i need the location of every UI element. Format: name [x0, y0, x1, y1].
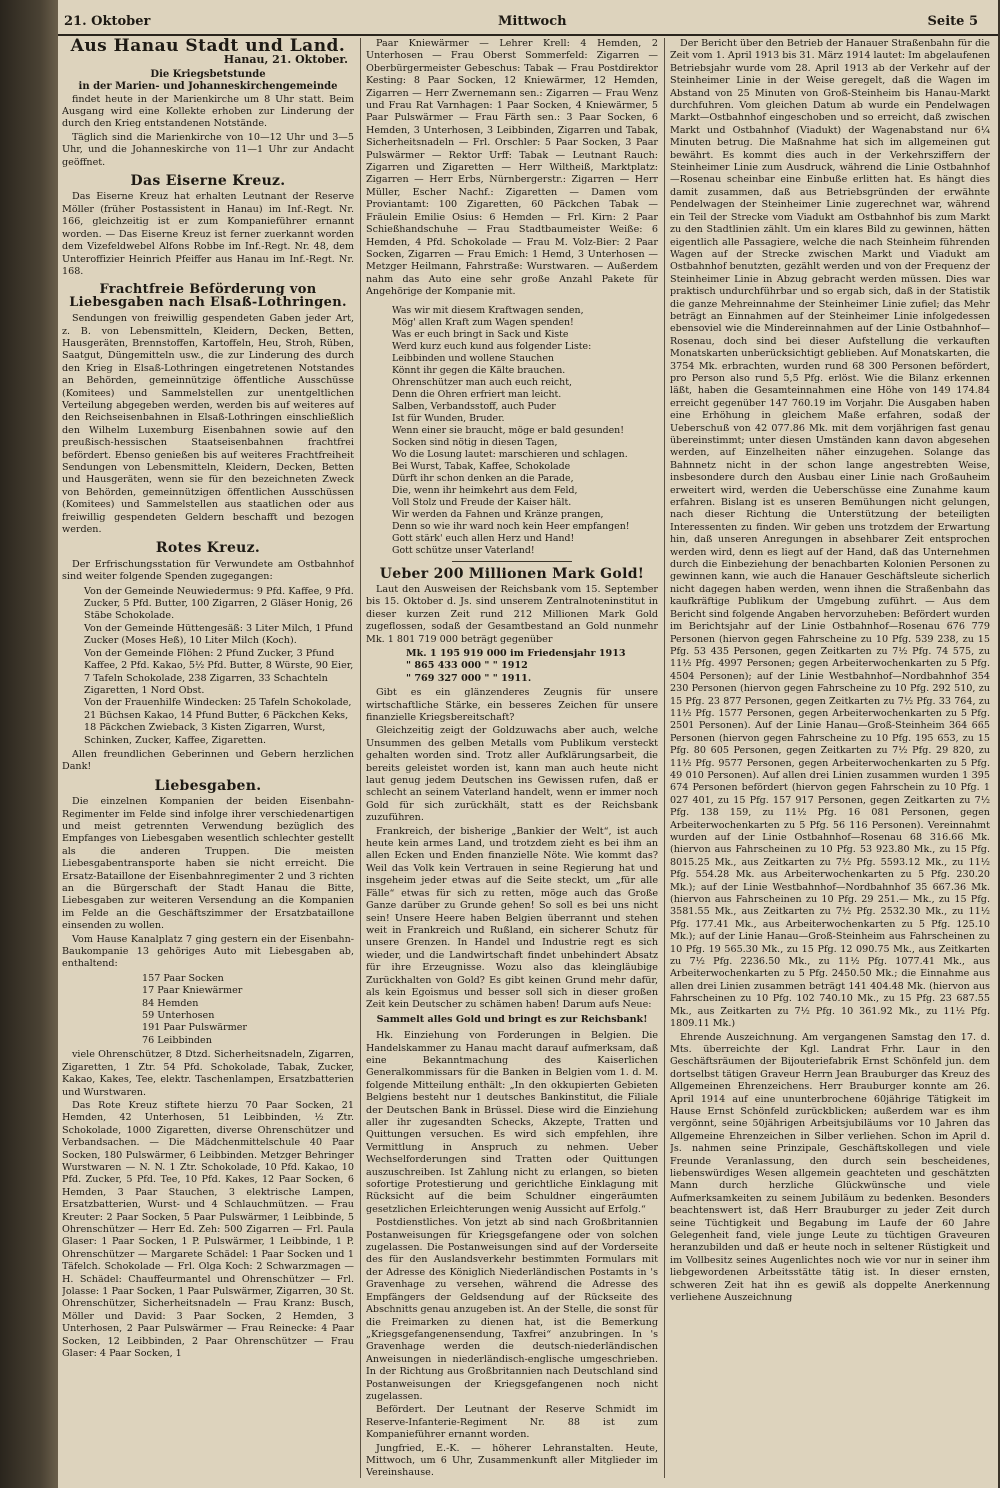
- header-page-number: Seite 5: [927, 14, 978, 29]
- poem-line: Leibbinden und wollene Stauchen: [392, 352, 554, 364]
- poem-line: Salben, Verbandsstoff, auch Puder: [392, 400, 556, 412]
- list-item: Von der Gemeinde Hüttengesäß: 3 Liter Milch, 1 Pfund Zucker (Moses Heß), 10 Liter Milch (Koch).: [84, 622, 354, 647]
- header-weekday: Mittwoch: [498, 14, 567, 29]
- poem-line: Werd kurz euch kund aus folgender Liste:: [392, 340, 592, 352]
- poem-line: Gott schütze unser Vaterland!: [392, 544, 535, 556]
- amount-line: Mk. 1 195 919 000 im Friedensjahr 1913: [406, 647, 626, 659]
- article-heading: Liebesgaben.: [154, 777, 262, 794]
- article-paragraph: Die einzelnen Kompanien der beiden Eisenbahn-Regimenter im Felde sind infolge ihrer verschiedenartigen und meist getrennten Verwendung bezüglich des Empfanges von Liebesgaben wesentlich schlechter gestellt als die anderen Truppen. Die meisten Liebesgabentransporte haben sie nicht erreicht. Die Ersatz-Bataillone der Eisenbahnregimenter 2 und 3 richten an die Bürgerschaft der Stadt Hanau die Bitte, Liebesgaben zur weiteren Versendung an die Kompanien im Felde an die Geschäftszimmer der Ersatzbataillone einsenden zu wollen.: [62, 796, 354, 932]
- article-paragraph: Gleichzeitig zeigt der Goldzuwachs aber auch, welche Unsummen des gelben Metalls vom Publikum versteckt gehalten worden sind. Trotz aller Aufklärungsarbeit, die bereits geleistet worden ist, kann man auch heute nicht laut genug jedem Deutschen ins Gewissen rufen, daß er schlecht an seinem Vaterland handelt, wenn er immer noch Gold für sich zurückhält, statt es der Reichsbank zuzuführen.: [366, 725, 658, 824]
- poem-line: Wo die Losung lautet: marschieren und schlagen.: [392, 448, 628, 460]
- article-paragraph: findet heute in der Marienkirche um 8 Uhr statt. Beim Ausgang wird eine Kollekte erhoben zur Linderung der durch den Krieg entstandenen Notstände.: [62, 93, 354, 130]
- article-paragraph: Hk. Einziehung von Forderungen in Belgien. Die Handelskammer zu Hanau macht darauf aufmerksam, daß eine Bekanntmachung des Kaiserlichen Generalkommissars für die Banken in Belgien vom 1. d. M. folgende Mitteilung enthält: „In den okkupierten Gebieten Belgiens besteht nur 1 deutsches Bankinstitut, die Filiale der Deutschen Bank in Brüssel. Diese wird die Einziehung aller ihr zugesandten Schecks, Akzepte, Tratten und Quittungen versuchen. Es wird sich empfehlen, ihre Vermittlung in Anspruch zu nehmen. Ueber Wechselforderungen sind Tratten oder Quittungen auszuschreiben. Ist Zahlung nicht zu erlangen, so bieten sofortige Protestierung und gerichtliche Einklagung mit Rücksicht auf die beim Schuldner eingeräumten gesetzlichen Erleichterungen wenig Aussicht auf Erfolg.“: [366, 1030, 658, 1215]
- gold-amounts: [406, 648, 658, 685]
- article-paragraph: Das Rote Kreuz stiftete hierzu 70 Paar Socken, 21 Hemden, 42 Unterhosen, 51 Leibbinden, ½ Ztr. Schokolade, 1000 Zigaretten, diverse Ohrenschützer und Verbandsachen. — Die Mädchenmittelschule 40 Paar Socken, 180 Pulswärmer, 6 Leibbinden. Metzger Behringer Wurstwaren — N. N. 1 Ztr. Schokolade, 10 Pfd. Kakao, 10 Pfd. Zucker, 5 Pfd. Tee, 10 Pfd. Kakes, 12 Paar Socken, 6 Hemden, 3 Paar Stauchen, 3 elektrische Lampen, Ersatzbatterien, Wurst- und 4 Schlauchmützen. — Frau Kreuter: 2 Paar Socken, 5 Paar Pulswärmer, 1 Leibbinde, 5 Ohrenschützer — Herr Ed. Zeh: 500 Zigarren — Frl. Paula Glaser: 1 Paar Socken, 1 P. Pulswärmer, 1 Leibbinde, 1 P. Ohrenschützer — Margarete Schädel: 1 Paar Socken und 1 Täfelch. Schokolade — Frl. Olga Koch: 2 Schwarzmagen — H. Schädel: Chauffeurmantel und Ohrenschützer — Frl. Jolasse: 1 Paar Socken, 1 Paar Pulswärmer, Zigarren, 30 St. Ohrenschützer, Sicherheitsnadeln — Frau Kranz: Busch, Möller und David: 3 Paar Socken, 2 Hemden, 3 Unterhosen, 2 Paar Pulswärmer — Frau Reinecke: 4 Paar Socken, 12 Leibbinden, 2 Paar Ohrenschützer — Frau Glaser: 4 Paar Socken, 1: [62, 1099, 354, 1360]
- binding-edge: [0, 0, 58, 1488]
- header-rule: [58, 34, 998, 36]
- poem-line: Bei Wurst, Tabak, Kaffee, Schokolade: [392, 460, 571, 472]
- newspaper-page: [58, 0, 998, 1488]
- article-paragraph: Der Erfrischungsstation für Verwundete am Ostbahnhof sind weiter folgende Spenden zugegangen:: [62, 558, 354, 583]
- article-heading: Frachtfreie Beförderung von Liebesgaben nach Elsaß-Lothringen.: [69, 282, 347, 310]
- poem-line: Wir werden da Fahnen und Kränze prangen,: [392, 508, 604, 520]
- header-date: 21. Oktober: [64, 14, 151, 29]
- column-rule: [360, 38, 361, 1478]
- article-paragraph: Vom Hause Kanalplatz 7 ging gestern ein der Eisenbahn-Baukompanie 13 gehöriges Auto mit Liebesgaben ab, enthaltend:: [62, 933, 354, 970]
- poem-line: Ist für Wunden, Bruder.: [392, 412, 505, 424]
- poem-line: Wenn einer sie braucht, möge er bald gesunden!: [392, 424, 624, 436]
- poem-line: Gott stärk' euch allen Herz und Hand!: [392, 532, 575, 544]
- article-heading: Ueber 200 Millionen Mark Gold!: [379, 565, 645, 582]
- poem-line: Voll Stolz und Freude der Kaiser hält.: [392, 496, 572, 508]
- list-item: Von der Gemeinde Flöhen: 2 Pfund Zucker, 3 Pfund Kaffee, 2 Pfd. Kakao, 5½ Pfd. Butter, 8 Würste, 90 Eier, 7 Tafeln Schokolade, 238 Zigarren, 33 Schachteln Zigaretten, 1 Nord Obst.: [84, 647, 354, 696]
- article-paragraph: Allen freundlichen Geberinnen und Gebern herzlichen Dank!: [62, 748, 354, 773]
- donation-list: [84, 586, 354, 747]
- poem-line: Ohrenschützer man auch euch reicht,: [392, 376, 572, 388]
- list-item: 17 Paar Kniewärmer: [142, 985, 243, 997]
- poem-line: Denn die Ohren erfriert man leicht.: [392, 388, 562, 400]
- article-paragraph: Befördert. Der Leutnant der Reserve Schmidt im Reserve-Infanterie-Regiment Nr. 88 ist zum Kompanieführer ernannt worden.: [366, 1404, 658, 1441]
- article-paragraph: Das Eiserne Kreuz hat erhalten Leutnant der Reserve Möller (früher Postassistent in Hanau) im Inf.-Regt. Nr. 166, gleichzeitig ist er zum Kompanieführer ernannt worden. — Das Eiserne Kreuz ist ferner zuerkannt worden dem Vizefeldwebel Alfons Robbe im Inf.-Regt. Nr. 48, dem Unteroffizier Heinrich Pfeiffer aus Hanau im Inf.-Regt. Nr. 168.: [62, 191, 354, 277]
- article-paragraph: Der Bericht über den Betrieb der Hanauer Straßenbahn für die Zeit vom 1. April 1913 bis 31. März 1914 lautet: Im abgelaufenen Betriebsjahr wurde vom 28. April 1913 ab der Verkehr auf der Steinheimer Linie in der Weise geregelt, daß die Wagen im Abstand von 25 Minuten von Groß-Steinheim bis Hanau-Markt durchfuhren. Vom gleichen Datum ab wurde ein Pendelwagen Markt—Ostbahnhof eingeschoben und so erreicht, daß zwischen Markt und Ostbahnhof (Viadukt) der Wagenabstand nur 6¼ Minuten betrug. Die Maßnahme hat sich im allgemeinen gut bewährt. Es kommt dies auch in der Verkehrsziffern der Steinheimer Linie zum Ausdruck, während die Linie Ostbahnhof—Rosenau scheinbar eine Einbuße erlitten hat. Es hängt dies damit zusammen, daß aus Betriebsgründen der erwähnte Pendelwagen der Steinheimer Linie zugerechnet war, während ein Teil der Strecke vom Viadukt am Ostbahnhof bis zum Markt zu den Stadtlinien zählt. Um ein klares Bild zu gewinnen, hätten eigentlich alle Passagiere, welche die nach Steinheim führenden Wagen auf der Strecke zwischen Markt und Viadukt am Ostbahnhof benutzten, gezählt werden und von der Frequenz der Steinheimer Linie in Abzug gebracht werden müssen. Dies war praktisch undurchführbar und so ergab sich, daß in der Statistik die ganze Mehreinnahme der Steinheimer Linie zufiel; das Mehr beträgt an Einnahmen auf der Steinheimer Linie infolgedessen ebensoviel wie die Mindereinnahmen auf der Linie Ostbahnhof—Rosenau, doch sind bei dieser Aufstellung die verkauften Monatskarten unberücksichtigt geblieben. Auf Monatskarten, die 3754 Mk. erbrachten, wurden rund 68 300 Personen befördert, pro Person also rund 5,5 Pfg. erlöst. Wie die Bilanz erkennen läßt, haben die Gesamteinnahmen eine Höhe von 149 174.84 erreicht gegenüber 147 760.19 im Vorjahr. Die Ausgaben haben eine Erhöhung in gleichem Maße erfahren, sodaß der Ueberschuß von 42 077.86 Mk. mit dem vorjährigen fast genau übereinstimmt; unter diesen Umständen kann davon abgesehen werden, auf Einzelheiten näher einzugehen. Solange das Bahnnetz nicht in der schon lange angestrebten Weise, insbesondere durch den Ausbau einer Linie nach Großauheim erweitert wird, werden die Ueberschüsse eine Zunahme kaum erfahren. Bislang ist es unseren Bemühungen nicht gelungen, nach dieser Richtung die Unterstützung der beteiligten Interessenten zu finden. Wir geben uns trotzdem der Erwartung hin, daß unseren Anregungen in absehbarer Zeit entsprochen werden wird, denn es liegt auf der Hand, daß das Unternehmen durch die Einbeziehung der benachbarten Kolonien Personen zu gewinnen kann, wie auch die Hanauer Geschäftsleute sicherlich nicht dagegen haben werden, wenn ihnen die Straßenbahn das kaufkräftige Publikum der Umgebung zuführt. — Aus dem Bericht sind folgende Angaben hervorzuheben: Befördert wurden im Berichtsjahr auf der Linie Ostbahnhof—Rosenau 676 779 Personen (hiervon gegen Fahrscheine zu 10 Pfg. 539 238, zu 15 Pfg. 53 435 Personen, gegen Zeitkarten zu 7½ Pfg. 74 575, zu 11½ Pfg. 4997 Personen; gegen Arbeiterwochenkarten zu 5 Pfg. 4504 Personen); auf der Linie Westbahnhof—Nordbahnhof 354 230 Personen (hiervon gegen Fahrscheine zu 10 Pfg. 292 510, zu 15 Pfg. 23 877 Personen, gegen Zeitkarten zu 7½ Pfg. 33 764, zu 11½ Pfg. 1577 Personen, gegen Arbeiterwochenkarten zu 5 Pfg. 2501 Personen). Auf der Linie Hanau—Groß-Steinheim 364 665 Personen (hiervon gegen Fahrscheine zu 10 Pfg. 195 653, zu 15 Pfg. 80 605 Personen, gegen Zeitkarten zu 7½ Pfg. 29 820, zu 11½ Pfg. 9577 Personen, gegen Arbeiterwochenkarten zu 5 Pfg. 49 010 Personen). Auf allen drei Linien zusammen wurden 1 395 674 Personen befördert (hiervon gegen Fahrschein zu 10 Pfg. 1 027 401, zu 15 Pfg. 157 917 Personen, gegen Zeitkarten zu 7½ Pfg. 138 159, zu 11½ Pfg. 16 081 Personen, gegen Arbeiterwochenkarten zu 5 Pfg. 56 116 Personen). Vereinnahmt wurden auf der Linie Ostbahnhof—Rosenau 68 316.66 Mk. (hiervon aus Fahrscheinen zu 10 Pfg. 53 923.80 Mk., zu 15 Pfg. 8015.25 Mk., aus Zeitkarten zu 7½ Pfg. 5593.12 Mk., zu 11½ Pfg. 554.28 Mk. aus Arbeiterwochenkarten zu 5 Pfg. 230.20 Mk.); auf der Linie Westbahnhof—Nordbahnhof 35 667.36 Mk. (hiervon aus Fahrscheinen zu 10 Pfg. 29 251.— Mk., zu 15 Pfg. 3581.55 Mk., aus Zeitkarten zu 7½ Pfg. 2532.30 Mk., zu 11½ Pfg. 177.41 Mk., aus Arbeiterwochenkarten zu 5 Pfg. 125.10 Mk.); auf der Linie Hanau—Groß-Steinheim aus Fahrscheinen zu 10 Pfg. 19 565.30 Mk., zu 15 Pfg. 12 090.75 Mk., aus Zeitkarten zu 7½ Pfg. 2236.50 Mk., zu 11½ Pfg. 1077.41 Mk., aus Arbeiterwochenkarten zu 5 Pfg. 2450.50 Mk.; die Einnahme aus allen drei Linien zusammen beträgt 141 404.48 Mk. (hiervon aus Fahrscheinen zu 10 Pfg. 102 740.10 Mk., zu 15 Pfg. 23 687.55 Mk., aus Zeitkarten zu 7½ Pfg. 10 361.92 Mk., zu 11½ Pfg. 1809.11 Mk.): [670, 38, 990, 1030]
- list-item: 76 Leibbinden: [142, 1034, 212, 1046]
- article-paragraph: Ehrende Auszeichnung. Am vergangenen Samstag den 17. d. Mts. überreichte der Kgl. Landrat Frhr. Laur in den Geschäftsräumen der Bijouteriefabrik Ernst Schönfeld jun. dem dortselbst tätigen Graveur Herrn Jean Brauburger das Kreuz des Allgemeinen Ehrenzeichens. Herr Brauburger konnte am 26. April 1914 auf eine ununterbrochene 60jährige Tätigkeit im Hause Ernst Schönfeld zurückblicken; außerdem war es ihm vergönnt, seine 50jährigen Arbeitsjubiläums vor 10 Jahren das Allgemeine Ehrenzeichen in Silber verliehen. Schon im April d. Js. nahmen seine Prinzipale, Geschäftskollegen und viele Freunde Veranlassung, den durch sein bescheidenes, liebenswürdiges Wesen allgemein geachteten und geschätzten Mann durch herzliche Glückwünsche und viele Aufmerksamkeiten zu seinem Jubiläum zu bedenken. Besonders beachtenswert ist, daß Herr Brauburger zu jeder Zeit durch seine Tüchtigkeit und Begabung im Laufe der 60 Jahre Gelegenheit fand, viele junge Leute zu tüchtigen Graveuren heranzubilden und daß er heute noch in seltener Rüstigkeit und im Vollbesitz seines Augenlichtes noch wie vor nur in seiner ihm liebgewordenen Arbeitsstätte tätig ist. In dieser ernsten, schweren Zeit hat ihn es gewiß als doppelte Anerkennung verliehene Auszeichnung: [670, 1031, 990, 1304]
- section-title: Aus Hanau Stadt und Land.: [70, 38, 346, 56]
- list-item: Von der Gemeinde Neuwiedermus: 9 Pfd. Kaffee, 9 Pfd. Zucker, 5 Pfd. Butter, 100 Zigarren, 2 Gläser Honig, 26 Stäbe Schokolade.: [84, 585, 354, 622]
- article-heading: Das Eiserne Kreuz.: [130, 173, 286, 190]
- column-rule: [664, 38, 665, 1478]
- slogan: Sammelt alles Gold und bringt es zur Reichsbank!: [376, 1013, 648, 1025]
- column-left: [62, 38, 354, 1478]
- article-paragraph: Paar Kniewärmer — Lehrer Krell: 4 Hemden, 2 Unterhosen — Frau Oberst Sommerfeld: Zigarren — Oberbürgermeister Gebeschus: Tabak — Frau Postdirektor Kesting: 8 Paar Socken, 12 Kniewärmer, 12 Hemden, Zigarren — Herr Zwernemann sen.: Zigarren — Frau Wenz und Frau Rat Varnhagen: 1 Paar Socken, 4 Kniewärmer, 5 Paar Pulswärmer — Frau Färth sen.: 3 Paar Socken, 6 Hemden, 3 Unterhosen, 3 Leibbinden, Zigarren und Tabak, Sicherheitsnadeln — Frl. Orschler: 5 Paar Socken, 3 Paar Pulswärmer — Rektor Urff: Tabak — Leutnant Rauch: Zigarren und Zigaretten — Herr Wiltheiß, Marktplatz: Zigarren — Herr Erbs, Nürnbergerstr.: Zigarren — Herr Müller, Escher Nachf.: Zigaretten — Damen vom Proviantamt: 100 Zigaretten, 60 Päckchen Tabak — Fräulein Emilie Osius: 6 Hemden — Frl. Kirn: 2 Paar Schießhandschuhe — Frau Stadtbaumeister Weiße: 6 Hemden, 4 Pfd. Schokolade — Frau M. Volz-Bier: 2 Paar Socken, Zigarren — Frau Emich: 1 Hemd, 3 Unterhosen — Metzger Heilmann, Fahrstraße: Wurstwaren. — Außerdem nahm das Auto eine sehr große Anzahl Pakete für Angehörige der Kompanie mit.: [366, 38, 658, 298]
- poem-line: Socken sind nötig in diesen Tagen,: [392, 436, 558, 448]
- article-heading: Rotes Kreuz.: [155, 540, 261, 557]
- article-paragraph: Laut den Ausweisen der Reichsbank vom 15. September bis 15. Oktober d. Js. sind unserem Zentralnoteninstitut in dieser kurzen Zeit rund 212 Millionen Mark Gold zugeflossen, sodaß der Gesamtbestand an Gold nunmehr Mk. 1 801 719 000 beträgt gegenüber: [366, 583, 658, 645]
- list-item: 84 Hemden: [142, 997, 199, 1009]
- article-paragraph: Frankreich, der bisherige „Bankier der Welt“, ist auch heute kein armes Land, und trotzdem zieht es bei ihm an allen Ecken und Enden finanzielle Nöte. Wie kommt das? Weil das Volk kein Vertrauen in seine Regierung hat und insgeheim jeder etwas auf die Seite steckt, um „für alle Fälle“ etwas für sich zu retten, möge auch das Große Ganze darüber zu Grunde gehen! So soll es bei uns nicht sein! Unsere Heere haben Belgien überrannt und stehen weit in Frankreich und Rußland, ein sicherer Schutz für unsere Grenzen. In Handel und Industrie regt es sich wieder, und die Landwirtschaft findet unbehindert Absatz für ihre Erzeugnisse. Wozu also das kleingläubige Zurückhalten von Gold? Es gibt keinen Grund mehr dafür, als kein Egoismus und besser soll sich in dieser großen Zeit kein Deutscher zu schämen haben! Darum aufs Neue:: [366, 825, 658, 1011]
- column-right: [670, 38, 990, 1478]
- article-paragraph: Sendungen von freiwillig gespendeten Gaben jeder Art, z. B. von Lebensmitteln, Kleidern, Decken, Betten, Hausgeräten, Brennstoffen, Kartoffeln, Heu, Stroh, Rüben, Saatgut, Düngemitteln usw., die zur Linderung des durch den Krieg in Elsaß-Lothringen eingetretenen Notstandes an Behörden, gemeinnützige öffentliche Ausschüsse (Komitees) und Sammelstellen zur unentgeltlichen Verteilung abgegeben werden, werden bis auf weiteres auf den Reichseisenbahnen in Elsaß-Lothringen einschließlich den Wilhelm Luxemburg Eisenbahnen sowie auf den preußisch-hessischen Staatseisenbahnen frachtfrei befördert. Ebenso genießen bis auf weiteres Frachtfreiheit Sendungen von Lebensmitteln, Kleidern, Decken, Betten und Hausgeräten, wenn sie für den bezeichneten Zweck von Behörden, gemeinnützigen öffentlichen Ausschüssen (Komitees) und Sammelstellen aus staatlichen oder aus freiwillig gespendeten Geldern beschafft und bezogen werden.: [62, 313, 354, 536]
- column-middle: [366, 38, 658, 1478]
- amount-line: " 769 327 000 " " 1911.: [406, 672, 532, 684]
- poem-line: Denn so wie ihr ward noch kein Heer empfangen!: [392, 520, 630, 532]
- article-paragraph: Postdienstliches. Von jetzt ab sind nach Großbritannien Postanweisungen für Kriegsgefangene oder von solchen zugelassen. Die Postanweisungen sind auf der Vorderseite des für den Auslandsverkehr bestimmten Formulars mit der Adresse des Königlich Niederländischen Postamts in 's Gravenhage zu versehen, während die Adresse des Empfängers der Geldsendung auf der Rückseite des Abschnitts genau anzugeben ist. An der Stelle, die sonst für die Freimarken zu dienen hat, ist die Bemerkung „Kriegsgefangenensendung, Taxfrei“ anzubringen. In 's Gravenhage werden die deutsch-niederländischen Anweisungen in niederländisch-englische umgeschrieben. In der Richtung aus Großbritannien nach Deutschland sind Postanweisungen der Kriegsgefangenen noch nicht zugelassen.: [366, 1217, 658, 1402]
- article-paragraph: Jungfried, E.-K. — höherer Lehranstalten. Heute, Mittwoch, um 6 Uhr, Zusammenkunft aller Mitglieder im Vereinshause.: [366, 1442, 658, 1478]
- list-item: 191 Paar Pulswärmer: [142, 1022, 247, 1034]
- article-subheading: in der Marien- und Johanneskirchengemeinde: [78, 81, 338, 93]
- poem-line: Was er euch bringt in Sack und Kiste: [392, 328, 569, 340]
- amount-line: " 865 433 000 " " 1912: [406, 660, 528, 672]
- poem-line: Mög' allen Kraft zum Wagen spenden!: [392, 316, 574, 328]
- article-paragraph: Täglich sind die Marienkirche von 10—12 Uhr und 3—5 Uhr, und die Johanneskirche von 11—1 Uhr zur Andacht geöffnet.: [62, 131, 354, 168]
- section-rule: [452, 561, 572, 562]
- list-item: 59 Unterhosen: [142, 1010, 215, 1022]
- article-heading: Die Kriegsbetstunde: [150, 68, 266, 80]
- poem-line: Dürft ihr schon denken an die Parade,: [392, 472, 574, 484]
- poem: [392, 305, 658, 557]
- list-item: Von der Frauenhilfe Windecken: 25 Tafeln Schokolade, 21 Büchsen Kakao, 14 Pfund Butter, 6 Päckchen Keks, 18 Päckchen Zwieback, 3 Kisten Zigarren, Wurst, Schinken, Zucker, Kaffee, Zigaretten.: [84, 697, 352, 746]
- poem-line: Was wir mit diesem Kraftwagen senden,: [392, 304, 584, 316]
- item-list: [142, 973, 354, 1047]
- article-paragraph: viele Ohrenschützer, 8 Dtzd. Sicherheitsnadeln, Zigarren, Zigaretten, 1 Ztr. 54 Pfd. Schokolade, Tabak, Zucker, Kakao, Kakes, Tee, elektr. Taschenlampen, Ersatzbatterien und Wurstwaren.: [62, 1049, 354, 1098]
- poem-line: Die, wenn ihr heimkehrt aus dem Feld,: [392, 484, 578, 496]
- list-item: 157 Paar Socken: [142, 972, 224, 984]
- poem-line: Könnt ihr gegen die Kälte brauchen.: [392, 364, 566, 376]
- article-paragraph: Gibt es ein glänzenderes Zeugnis für unsere wirtschaftliche Stärke, ein besseres Zeichen für unsere finanzielle Kriegsbereitschaft?: [366, 687, 658, 723]
- dateline: Hanau, 21. Oktober.: [223, 53, 348, 67]
- page-header: [58, 14, 998, 34]
